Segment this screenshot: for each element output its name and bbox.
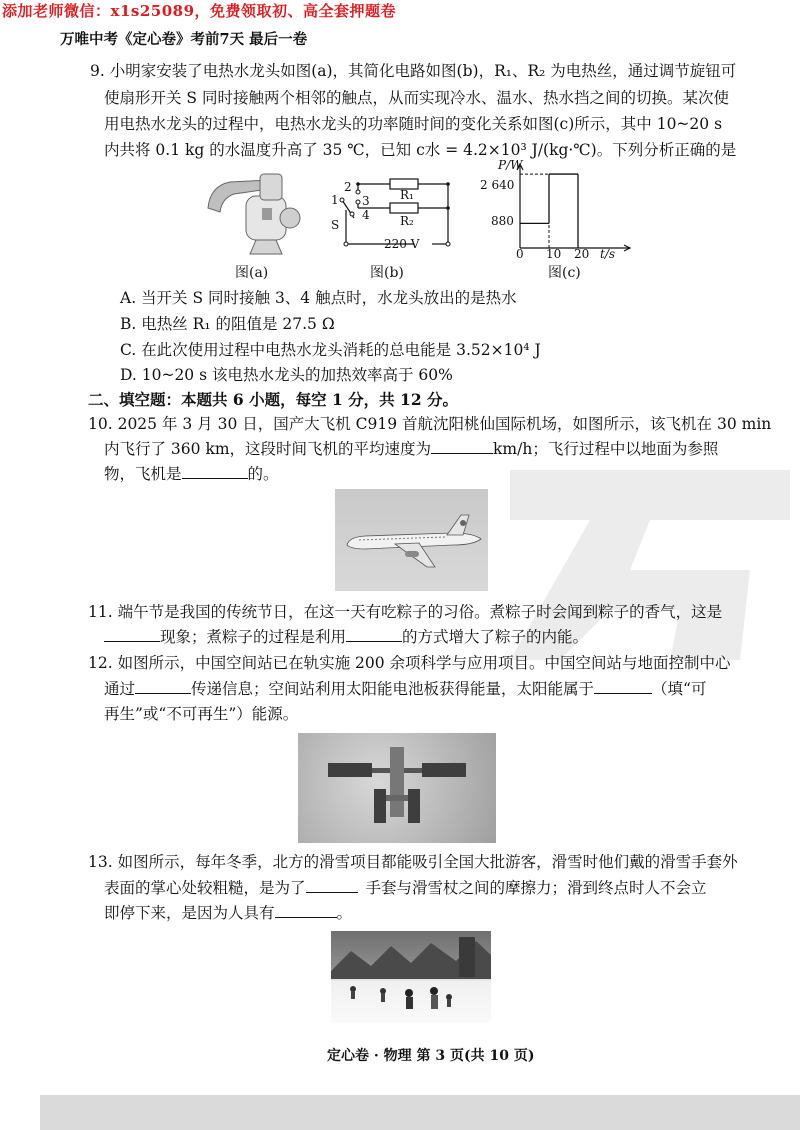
r1-label: R₁ [400,188,414,202]
switch-label: S [331,218,340,232]
power-time-graph [490,160,650,260]
q13-text-c: 即停下来，是因为人具有 [104,904,275,922]
q10-line-3 [104,463,279,485]
r2-label: R₂ [400,214,414,228]
page-footer: 定心卷 · 物理 第 3 页(共 10 页) [327,1048,535,1064]
section-2-heading: 二、填空题：本题共 6 小题，每空 1 分，共 12 分。 [88,390,459,409]
q10-text-b: km/h；飞行过程中以地面为参照 [493,440,719,458]
q13-blank-inertia[interactable] [275,903,337,918]
fig-c-caption: 图(c) [548,265,581,281]
graph-xlabel: t/s [600,247,616,261]
q11-blank-phenomenon[interactable] [104,627,160,642]
q10-text-d: 的。 [247,465,279,483]
q13-line-3 [104,902,352,924]
skiing-photo [331,931,491,1023]
q11-blank-method[interactable] [346,627,402,642]
q10-blank-motion[interactable] [182,464,248,479]
q12-line-1: 12. 如图所示，中国空间站已在轨实施 200 余项科学与应用项目。中国空间站与地面控制中心 [88,654,731,672]
q11-text-a: 现象；煮粽子的过程是利用 [160,628,347,646]
q9-line-3: 用电热水龙头的过程中，电热水龙头的功率随时间的变化关系如图(c)所示，其中 10~20 s [104,115,723,133]
faucet-figure [200,168,310,260]
graph-ylabel: P/W [498,158,523,172]
voltage-label: 220 V [384,237,420,251]
q12-blank-energy-type[interactable] [594,679,652,694]
space-station-photo [298,733,496,843]
graph-y-tick-880: 880 [491,214,514,228]
q12-line-2 [104,678,706,700]
q12-blank-signal[interactable] [135,679,191,694]
q13-blank-friction[interactable] [306,878,358,893]
q10-text-a: 内飞行了 360 km，这段时间飞机的平均速度为 [104,440,432,458]
graph-y-tick-2640: 2 640 [480,178,515,192]
graph-x-tick-10: 10 [546,247,562,261]
node-4: 4 [362,208,370,222]
fig-b-caption: 图(b) [370,265,404,281]
fig-a-caption: 图(a) [235,265,269,281]
paper-header: 万唯中考《定心卷》考前7天 最后一卷 [60,31,308,48]
q9-option-b: B. 电热丝 R₁ 的阻值是 27.5 Ω [120,315,335,333]
q13-line-2 [104,877,707,899]
node-3: 3 [362,194,370,208]
q9-option-c: C. 在此次使用过程中电热水龙头消耗的总电能是 3.52×10⁴ J [120,341,541,359]
q10-text-c: 物，飞机是 [104,465,182,483]
q9-option-d: D. 10~20 s 该电热水龙头的加热效率高于 60% [120,366,453,384]
q11-line-1: 11. 端午节是我国的传统节日，在这一天有吃粽子的习俗。煮粽子时会闻到粽子的香气，这是 [88,603,723,621]
node-2: 2 [344,180,352,194]
node-1: 1 [331,193,339,207]
q12-text-a: 通过 [104,680,136,698]
q13-line-1: 13. 如图所示，每年冬季，北方的滑雪项目都能吸引全国大批游客，滑雪时他们戴的滑雪手套外 [88,853,738,871]
scan-bottom-shadow [40,1095,800,1130]
q13-text-a: 表面的掌心处较粗糙，是为了 [104,879,306,897]
q9-line-4: 内共将 0.1 kg 的水温度升高了 35 ℃，已知 c水 = 4.2×10³ J/(kg·℃)。下列分析正确的是 [104,141,737,159]
graph-x-tick-0: 0 [516,247,524,261]
watermark-text: 添加老师微信：x1s25089，免费领取初、高全套押题卷 [2,2,397,20]
q13-text-d: 。 [336,904,353,922]
q10-blank-speed[interactable] [431,439,493,454]
q10-line-2 [104,438,718,460]
graph-x-tick-20: 20 [574,247,590,261]
q11-line-2 [104,626,588,648]
q10-line-1: 10. 2025 年 3 月 30 日，国产大飞机 C919 首航沈阳桃仙国际机场，如图所示，该飞机在 30 min [88,415,772,433]
q9-line-1: 9. 小明家安装了电热水龙头如图(a)，其简化电路如图(b)，R₁、R₂ 为电热丝，通过调节旋钮可 [90,62,737,80]
q12-text-b: 传递信息；空间站利用太阳能电池板获得能量，太阳能属于 [191,680,595,698]
q9-option-a: A. 当开关 S 同时接触 3、4 触点时，水龙头放出的是热水 [120,289,517,307]
q9-line-2: 使扇形开关 S 同时接触两个相邻的触点，从而实现冷水、温水、热水挡之间的切换。某次使 [104,89,729,107]
c919-airplane-photo [335,489,488,591]
q13-text-b: 手套与滑雪杖之间的摩擦力；滑到终点时人不会立 [365,879,707,897]
q11-text-b: 的方式增大了粽子的内能。 [402,628,589,646]
q12-line-3: 再生”或“不可再生”）能源。 [104,705,299,723]
q12-text-c: （填“可 [652,680,707,698]
